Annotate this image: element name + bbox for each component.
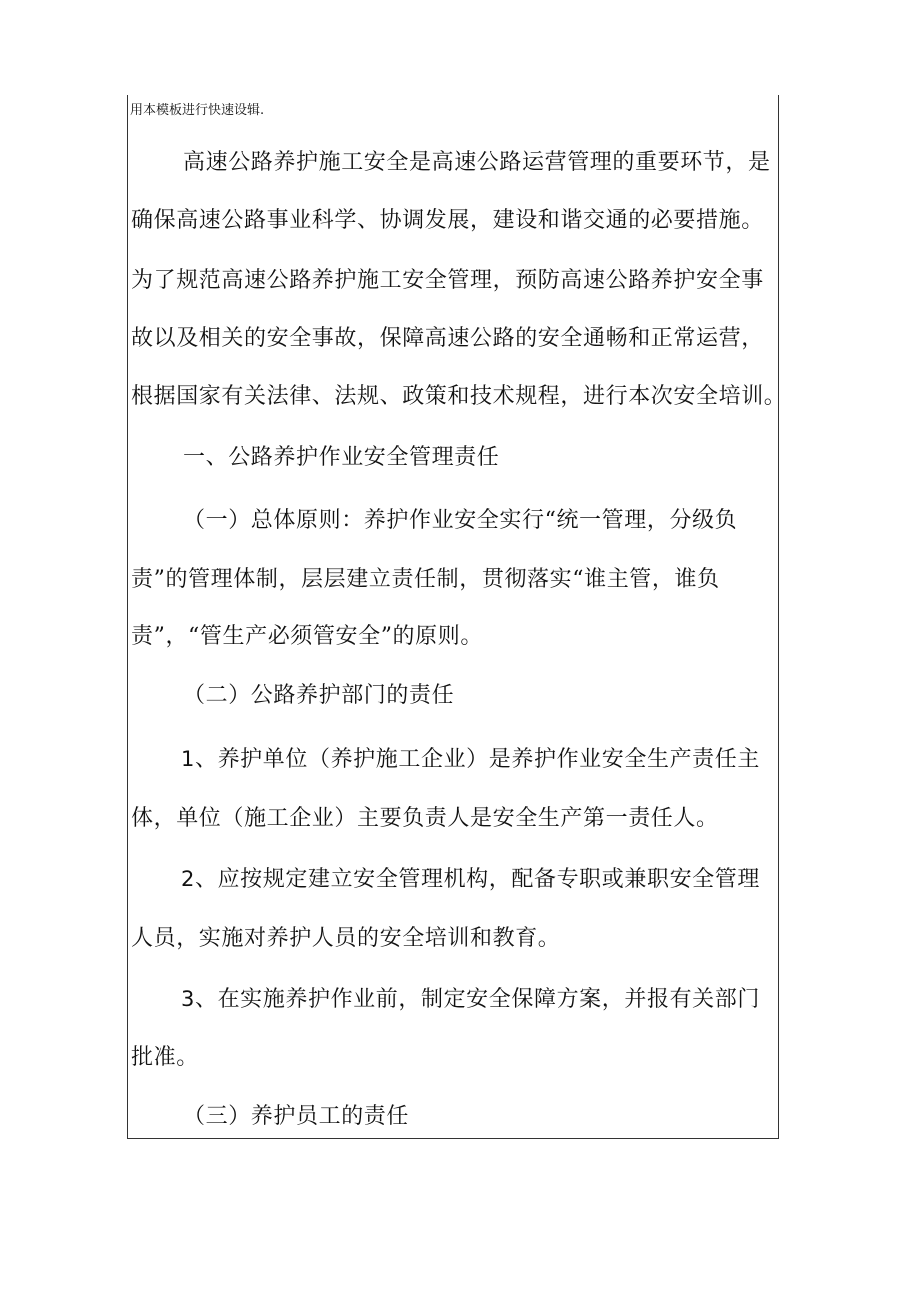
intro-line-2: 确保高速公路事业科学、协调发展，建设和谐交通的必要措施。 <box>131 208 764 233</box>
item-3-number: 3 <box>181 987 195 1011</box>
item-2-text: 、应按规定建立安全管理机构，配备专职或兼职安全管理 <box>194 867 760 892</box>
item-1-number: 1 <box>181 747 195 771</box>
intro-line-4: 故以及相关的安全事故，保障高速公路的安全通畅和正常运营， <box>131 326 764 351</box>
item-1-line-2: 体，单位（施工企业）主要负责人是安全生产第一责任人。 <box>131 806 719 831</box>
item-3-text: 、在实施养护作业前，制定安全保障方案，并报有关部门 <box>194 987 760 1012</box>
principle-line-3: 责”，“管生产必须管安全”的原则。 <box>131 624 483 649</box>
intro-line-5: 根据国家有关法律、法规、政策和技术规程，进行本次安全培训。 <box>131 384 787 409</box>
item-2-number: 2 <box>181 867 195 891</box>
item-1-line-1 <box>181 746 760 773</box>
principle-line-1: （一）总体原则：养护作业安全实行“统一管理，分级负 <box>183 508 738 533</box>
item-1-text: 、养护单位（养护施工企业）是养护作业安全生产责任主 <box>194 747 760 772</box>
section-heading-1: 一、公路养护作业安全管理责任 <box>183 445 500 470</box>
item-3-line-1 <box>181 986 760 1013</box>
subsection-heading-3: （三）养护员工的责任 <box>183 1104 410 1129</box>
item-2-line-2: 人员，实施对养护人员的安全培训和教育。 <box>131 926 561 951</box>
item-3-line-2: 批准。 <box>131 1045 199 1070</box>
template-note: 用本模板进行快速设辑. <box>130 103 265 118</box>
intro-line-1: 高速公路养护施工安全是高速公路运营管理的重要环节，是 <box>183 150 771 175</box>
item-2-line-1 <box>181 866 760 893</box>
principle-line-2: 责”的管理体制，层层建立责任制，贯彻落实“谁主管，谁负 <box>131 567 720 592</box>
subsection-heading-2: （二）公路养护部门的责任 <box>183 683 455 708</box>
document-frame <box>127 95 779 1139</box>
intro-line-3: 为了规范高速公路养护施工安全管理，预防高速公路养护安全事 <box>131 268 764 293</box>
